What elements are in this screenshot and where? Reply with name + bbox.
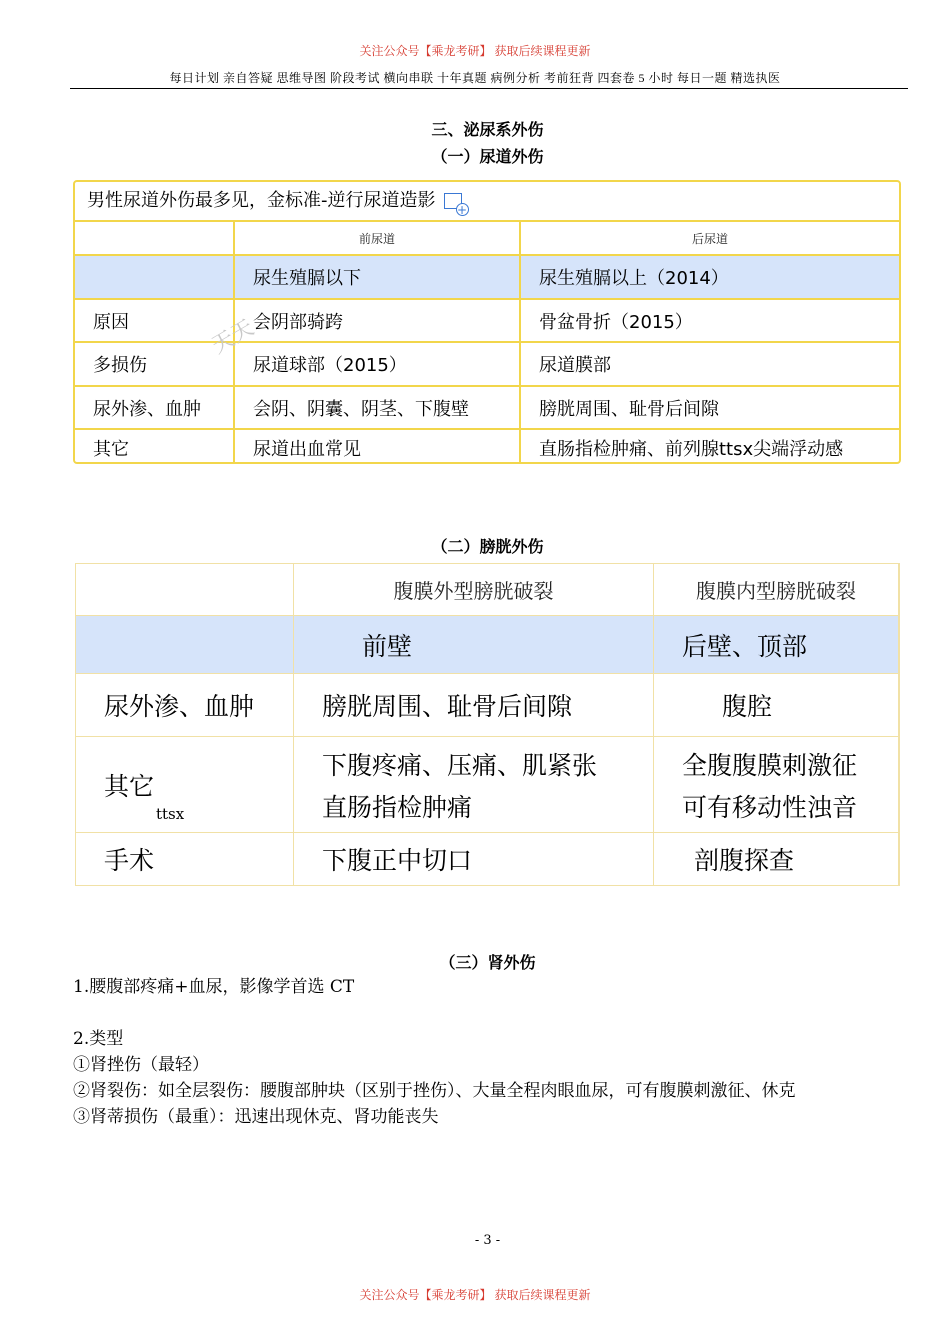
- table-cell: 尿生殖膈以上（2014）: [539, 268, 729, 289]
- watermark-text: 天天: [207, 315, 259, 360]
- table-cell: 原因: [75, 300, 235, 341]
- table-header-anterior: 前尿道: [235, 222, 521, 254]
- kidney-type2: ②肾裂伤：如全层裂伤：腰腹部肿块（区别于挫伤）、大量全程肉眼血尿，可有腹膜刺激征、休克: [73, 1081, 796, 1101]
- header-promo: 关注公众号【乘龙考研】 获取后续课程更新: [359, 44, 591, 58]
- table-row: [76, 674, 899, 737]
- table-cell: 其它: [75, 430, 235, 464]
- page-number: - 3 -: [474, 1233, 501, 1248]
- table-row: [75, 430, 899, 464]
- caption-text: 男性尿道外伤最多见，金标准-逆行尿道造影: [87, 190, 436, 211]
- table-cell: 腹腔: [654, 674, 899, 736]
- header-nav: 每日计划 亲自答疑 思维导图 阶段考试 横向串联 十年真题 病例分析 考前狂背 四套卷 5 小时 每日一题 精选执医: [169, 71, 781, 85]
- table-cell: [294, 737, 654, 832]
- table-row: [75, 256, 899, 300]
- table-cell: 下腹正中切口: [294, 833, 654, 885]
- table-row: [76, 616, 899, 674]
- table-cell: 骨盆骨折（2015）: [539, 311, 693, 333]
- footer-promo: 关注公众号【乘龙考研】 获取后续课程更新: [359, 1288, 591, 1302]
- table-header-posterior: 后尿道: [691, 231, 728, 246]
- kidney-title: （三）肾外伤: [439, 953, 536, 972]
- table-cell-line: 全腹腹膜刺激征: [682, 750, 858, 780]
- header-divider: [70, 88, 908, 89]
- section-title: 三、泌尿系外伤: [431, 120, 544, 139]
- table-row: [76, 833, 899, 885]
- kidney-type1: ①肾挫伤（最轻）: [73, 1055, 209, 1075]
- table-cell-line: 直肠指检肿痛: [322, 792, 473, 822]
- table-cell: 尿外渗、血肿: [75, 387, 235, 428]
- urethra-table: [73, 180, 901, 464]
- table-cell-text: 其它: [104, 771, 155, 801]
- table-cell: 后壁、顶部: [654, 616, 899, 673]
- table-row: [75, 300, 899, 343]
- urethra-table-caption: [75, 182, 899, 222]
- kidney-line1: 1.腰腹部疼痛+血尿，影像学首选 CT: [73, 977, 355, 997]
- table-cell: [76, 737, 294, 832]
- handwritten-note: ttsx: [156, 805, 185, 823]
- table-cell: 手术: [76, 833, 294, 885]
- table-row: [75, 387, 899, 430]
- bladder-table: [75, 563, 900, 886]
- table-cell: 会阴、阴囊、阴茎、下腹壁: [235, 387, 521, 428]
- table-cell: [76, 564, 294, 615]
- table-cell-line: 下腹疼痛、压痛、肌紧张: [322, 750, 598, 780]
- table-cell: 尿外渗、血肿: [76, 674, 294, 736]
- table-cell: 剖腹探查: [654, 833, 899, 885]
- table-cell: 尿道出血常见: [235, 430, 521, 464]
- table-header-extraperitoneal: 腹膜外型膀胱破裂: [294, 564, 654, 615]
- table-cell: 尿道球部（2015）: [235, 343, 521, 385]
- table-cell: 尿道膜部: [539, 355, 611, 376]
- kidney-line2: 2.类型: [73, 1029, 124, 1049]
- table-cell-line: 可有移动性浊音: [682, 792, 858, 822]
- table-cell: 会阴部骑跨: [235, 300, 521, 341]
- table-row: [76, 737, 899, 833]
- table-header-intraperitoneal: 腹膜内型膀胱破裂: [654, 564, 899, 615]
- table-add-icon[interactable]: [444, 193, 462, 209]
- table-cell: 膀胱周围、耻骨后间隙: [539, 398, 719, 420]
- bladder-title: （二）膀胱外伤: [431, 537, 544, 556]
- table-row: [76, 564, 899, 616]
- table-row: [75, 343, 899, 387]
- table-cell: [654, 737, 899, 832]
- table-cell: [75, 222, 235, 254]
- urethra-title: （一）尿道外伤: [431, 147, 544, 166]
- table-cell: [75, 256, 235, 298]
- table-cell: 膀胱周围、耻骨后间隙: [294, 674, 654, 736]
- table-cell: 前壁: [294, 616, 654, 673]
- table-cell: 尿生殖膈以下: [235, 256, 521, 298]
- table-row: [75, 222, 899, 256]
- table-cell: 直肠指检肿痛、前列腺ttsx尖端浮动感: [539, 439, 844, 460]
- table-cell: [76, 616, 294, 673]
- table-cell: 多损伤: [75, 343, 235, 385]
- kidney-type3: ③肾蒂损伤（最重）：迅速出现休克、肾功能丧失: [73, 1107, 439, 1127]
